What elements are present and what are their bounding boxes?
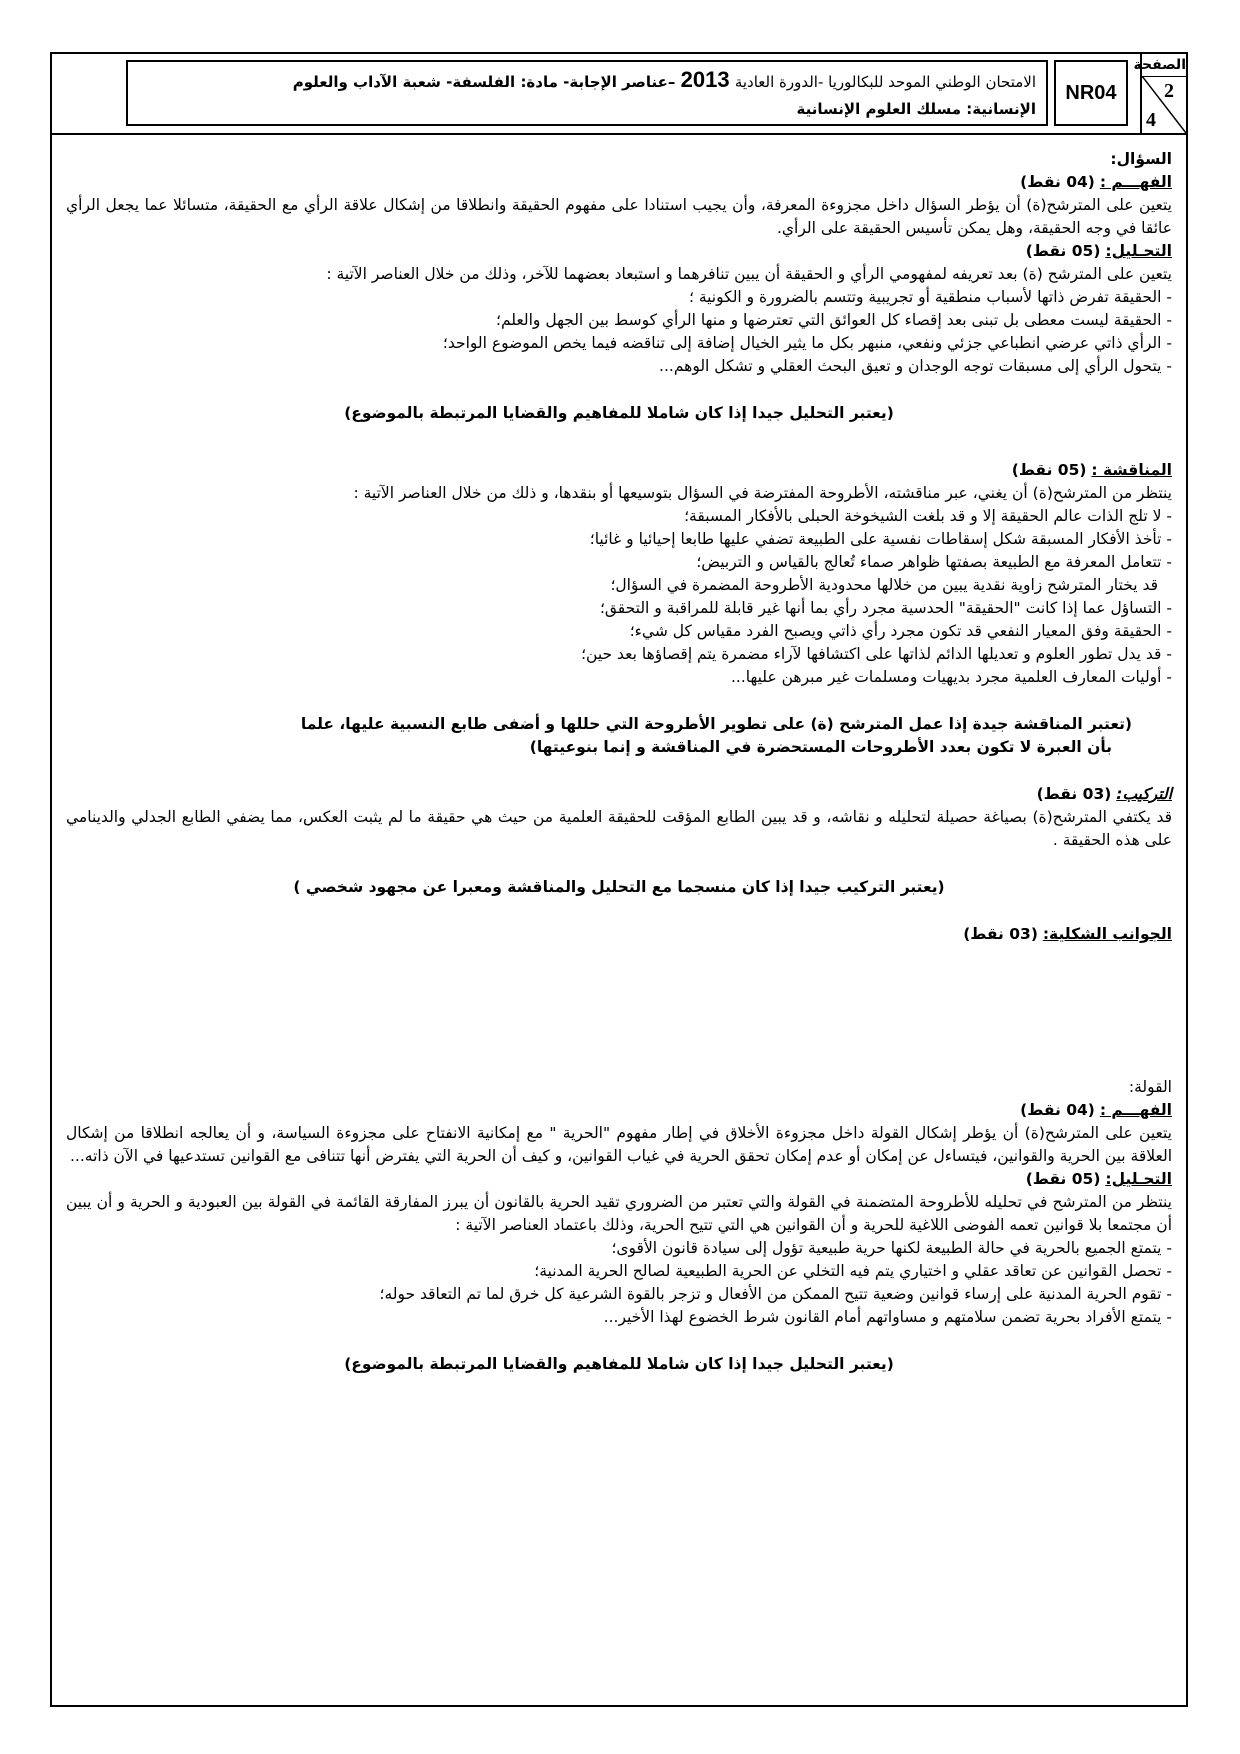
- list-item: - الرأي ذاتي عرضي انطباعي جزئي ونفعي، منبهر بكل ما يثير الخيال إضافة إلى تناقضه فيما يخص الموضوع الواحد؛: [66, 332, 1172, 355]
- q1-discussion-note-2: بأن العبرة لا تكون بعدد الأطروحات المستحضرة في المناقشة و إنما بنوعيتها): [529, 738, 1112, 756]
- exam-title-line2: الإنسانية: مسلك العلوم الإنسانية: [796, 100, 1036, 118]
- list-item: - يتمتع الجميع بالحرية في حالة الطبيعة لكنها حرية طبيعية تؤول إلى سيادة قانون الأقوى؛: [66, 1237, 1172, 1260]
- list-item: - يتحول الرأي إلى مسبقات توجه الوجدان و تعيق البحث العقلي و تشكل الوهم...: [66, 355, 1172, 378]
- q1-formal-heading: الجوانب الشكلية: (03 نقط): [963, 925, 1172, 943]
- list-item: - تأخذ الأفكار المسبقة شكل إسقاطات نفسية على الطبيعة تضفي عليها طابعا إحيائيا و غائيا؛: [66, 528, 1172, 551]
- q1-discussion-heading: المناقشة : (05 نقط): [1011, 461, 1172, 479]
- exam-header: [52, 54, 1186, 135]
- exam-title-line1: الامتحان الوطني الموحد للبكالوريا -الدورة العادية 2013 –عناصر الإجابة- مادة: الفلسفة- شعبة الآداب والعلوم: [292, 67, 1036, 92]
- list-item: - الحقيقة وفق المعيار النفعي قد تكون مجرد رأي ذاتي ويصبح الفرد مقياس كل شيء؛: [66, 620, 1172, 643]
- q1-discussion-note-1: (تعتبر المناقشة جيدة إذا عمل المترشح (ة) على تطوير الأطروحة التي حللها و أضفى طابع النسبية عليها، علما: [300, 715, 1132, 733]
- quote-intro: القولة:: [1128, 1078, 1172, 1096]
- q2-analysis-text: ينتظر من المترشح في تحليله للأطروحة المتضمنة في القولة والتي تعتبر من الضروري تقيد الحرية بالقانون أن يبرز المفارقة القائمة في القولة بين العبودية و الحرية و أن يبين أن مجتمعا بلا قوانين تعمه الفوضى اللاغية للحرية و أن القوانين هي التي تتيح الحرية، وذلك باعتماد العناصر الآتية :: [66, 1193, 1172, 1234]
- page-number-box: [1133, 54, 1186, 133]
- exam-title: [126, 60, 1048, 126]
- q1-synthesis-note: (يعتبر التركيب جيدا إذا كان منسجما مع التحليل والمناقشة ومعبرا عن مجهود شخصي ): [293, 878, 945, 896]
- q2-comprehension-heading: الفهـــم : (04 نقط): [1020, 1101, 1172, 1119]
- q2-analysis-heading: التحـليل: (05 نقط): [1025, 1170, 1172, 1188]
- q1-analysis-note: (يعتبر التحليل جيدا إذا كان شاملا للمفاهيم والقضايا المرتبطة بالموضوع): [344, 404, 894, 422]
- exam-code: NR04: [1054, 60, 1128, 126]
- q1-analysis-text: يتعين على المترشح (ة) بعد تعريفه لمفهومي الرأي و الحقيقة أن يبين تنافرهما و استبعاد بعضهما للآخر، وذلك من خلال العناصر الآتية :: [326, 265, 1172, 283]
- list-item: - يتمتع الأفراد بحرية تضمن سلامتهم و مساواتهم أمام القانون شرط الخضوع لهذا الأخير...: [66, 1306, 1172, 1329]
- list-item: - أوليات المعارف العلمية مجرد بديهيات ومسلمات غير مبرهن عليها...: [66, 666, 1172, 689]
- page-label: الصفحة: [1142, 54, 1186, 77]
- question-intro: السؤال:: [1110, 150, 1172, 168]
- q1-synthesis-heading: التركيب: (03 نقط): [1036, 785, 1172, 803]
- list-item: - تحصل القوانين عن تعاقد عقلي و اختياري يتم فيه التخلي عن الحرية الطبيعية لصالح الحرية المدنية؛: [66, 1260, 1172, 1283]
- q1-analysis-heading: التحـليل: (05 نقط): [1025, 242, 1172, 260]
- q2-analysis-list: [66, 1237, 1172, 1329]
- list-item: - قد يدل تطور العلوم و تعديلها الدائم لذاتها على اكتشافها لآراء مضمرة يتم إقصاؤها بعد حين؛: [66, 643, 1172, 666]
- page-current: 2: [1164, 80, 1174, 102]
- exam-year: 2013: [680, 67, 730, 92]
- answer-key-content: [66, 148, 1172, 1376]
- list-item: - الحقيقة ليست معطى بل تبنى بعد إقصاء كل العوائق التي تعترضها و منها الرأي كوسط بين الجهل والعلم؛: [66, 309, 1172, 332]
- q2-analysis-note: (يعتبر التحليل جيدا إذا كان شاملا للمفاهيم والقضايا المرتبطة بالموضوع): [344, 1355, 894, 1373]
- page-frame: [50, 52, 1188, 1707]
- page-total: 4: [1146, 109, 1156, 131]
- q1-discussion-text: ينتظر من المترشح(ة) أن يغني، عبر مناقشته، الأطروحة المفترضة في السؤال بتوسيعها أو بنقدها، و ذلك من خلال العناصر الآتية :: [353, 484, 1172, 502]
- q1-comprehension-text: يتعين على المترشح(ة) أن يؤطر السؤال داخل مجزوءة المعرفة، وأن يجيب استنادا على مفهوم الحقيقة وانطلاقا من إشكال علاقة الرأي مع الحقيقة، متسائلا عما يجعل الرأي عائقا في وجه الحقيقة، وهل يمكن تأسيس الحقيقة على الرأي.: [66, 196, 1172, 237]
- q2-comprehension-text: يتعين على المترشح(ة) أن يؤطر إشكال القولة داخل مجزوءة الأخلاق في إطار مفهوم "الحرية " مع إمكانية الانفتاح على مجزوءة السياسة، و أن يعالجه انطلاقا من إشكال العلاقة بين الحرية والقوانين، فيتساءل عن إمكان أو عدم إمكان تحقق الحرية في غياب القوانين، و كيف أن الحرية التي يفترض أنها تتنافى مع القوانين تستدعيها في الآن ذاته...: [66, 1124, 1172, 1165]
- q1-analysis-list: [66, 286, 1172, 378]
- list-item: - التساؤل عما إذا كانت "الحقيقة" الحدسية مجرد رأي بما أنها غير قابلة للمراقبة و التحقق؛: [66, 597, 1172, 620]
- q1-discussion-list: [66, 505, 1172, 574]
- q1-discussion-list-2: [66, 597, 1172, 689]
- q1-discussion-middle: قد يختار المترشح زاوية نقدية يبين من خلالها محدودية الأطروحة المضمرة في السؤال؛: [610, 576, 1158, 594]
- q1-synthesis-text: قد يكتفي المترشح(ة) بصياغة حصيلة لتحليله و نقاشه، و قد يبين الطابع المؤقت للحقيقة العلمية من حيث هي حقيقة ما لم يثبت العكس، مما يضفي الطابع الجدلي والدينامي على هذه الحقيقة .: [66, 808, 1172, 849]
- list-item: - الحقيقة تفرض ذاتها لأسباب منطقية أو تجريبية وتتسم بالضرورة و الكونية ؛: [66, 286, 1172, 309]
- list-item: - تتعامل المعرفة مع الطبيعة بصفتها ظواهر صماء تُعالج بالقياس و التربيض؛: [66, 551, 1172, 574]
- list-item: - لا تلج الذات عالم الحقيقة إلا و قد بلغت الشيخوخة الحبلى بالأفكار المسبقة؛: [66, 505, 1172, 528]
- list-item: - تقوم الحرية المدنية على إرساء قوانين وضعية تتيح الممكن من الأفعال و تزجر بالقوة الشرعية كل خرق لما تم التعاقد حوله؛: [66, 1283, 1172, 1306]
- q1-comprehension-heading: الفهـــم : (04 نقط): [1020, 173, 1172, 191]
